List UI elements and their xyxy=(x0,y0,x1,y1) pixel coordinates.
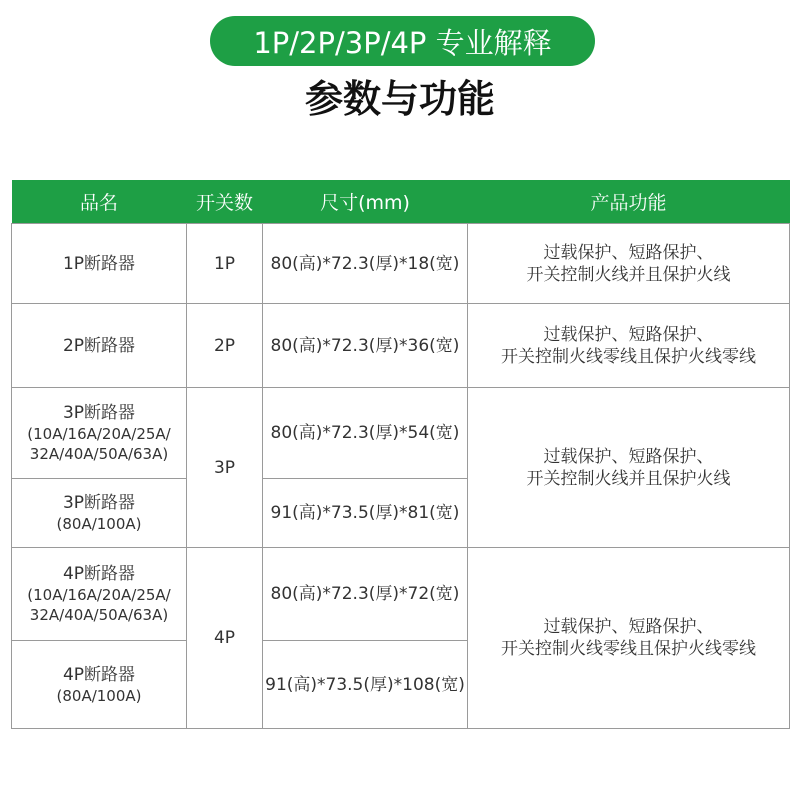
dimensions: 80(高)*72.3(厚)*36(宽) xyxy=(263,304,468,388)
header-size: 尺寸(mm) xyxy=(263,180,468,224)
product-name xyxy=(12,548,187,641)
product-current-range: (10A/16A/20A/25A/ xyxy=(27,586,171,604)
pole-count: 3P xyxy=(187,388,263,548)
function-line: 开关控制火线零线且保护火线零线 xyxy=(501,639,756,659)
function-line: 过载保护、短路保护、 xyxy=(543,617,714,637)
dimensions: 91(高)*73.5(厚)*81(宽) xyxy=(263,479,468,548)
dimensions: 80(高)*72.3(厚)*72(宽) xyxy=(263,548,468,641)
banner-text: 1P/2P/3P/4P 专业解释 xyxy=(253,25,552,60)
pole-count: 4P xyxy=(187,548,263,729)
table-row xyxy=(12,224,790,304)
product-current-range: (80A/100A) xyxy=(56,515,142,533)
function-cell xyxy=(468,548,790,729)
product-current-range: (80A/100A) xyxy=(56,686,142,705)
function-cell xyxy=(468,388,790,548)
function-line: 开关控制火线并且保护火线 xyxy=(526,264,731,285)
function-line: 过载保护、短路保护、 xyxy=(543,324,714,345)
header-poles: 开关数 xyxy=(187,180,263,224)
header-row xyxy=(12,180,790,224)
pole-count: 1P xyxy=(187,224,263,304)
function-line: 过载保护、短路保护、 xyxy=(543,242,714,263)
function-line: 开关控制火线零线且保护火线零线 xyxy=(501,346,756,367)
table-row xyxy=(12,548,790,641)
product-current-range: 32A/40A/50A/63A) xyxy=(29,445,169,463)
pole-count: 2P xyxy=(187,304,263,388)
product-name xyxy=(12,641,187,729)
product-current-range: (10A/16A/20A/25A/ xyxy=(27,425,171,443)
product-name: 2P断路器 xyxy=(12,304,187,388)
product-name-main: 3P断路器 xyxy=(62,403,136,423)
product-name xyxy=(12,388,187,479)
product-name-main: 4P断路器 xyxy=(62,564,136,584)
product-name xyxy=(12,479,187,548)
product-name-main: 4P断路器 xyxy=(62,664,136,685)
function-line: 开关控制火线并且保护火线 xyxy=(526,468,731,489)
function-cell xyxy=(468,304,790,388)
product-current-range: 32A/40A/50A/63A) xyxy=(29,606,169,624)
spec-table xyxy=(11,180,790,729)
function-cell xyxy=(468,224,790,304)
header-function: 产品功能 xyxy=(468,180,790,224)
dimensions: 80(高)*72.3(厚)*18(宽) xyxy=(263,224,468,304)
dimensions: 80(高)*72.3(厚)*54(宽) xyxy=(263,388,468,479)
section-banner xyxy=(210,16,595,66)
header-name: 品名 xyxy=(12,180,187,224)
product-name: 1P断路器 xyxy=(12,224,187,304)
product-name-main: 3P断路器 xyxy=(62,493,136,513)
function-line: 过载保护、短路保护、 xyxy=(543,446,714,467)
table-row xyxy=(12,388,790,479)
page-title: 参数与功能 xyxy=(304,77,495,121)
table-row xyxy=(12,304,790,388)
dimensions: 91(高)*73.5(厚)*108(宽) xyxy=(263,641,468,729)
